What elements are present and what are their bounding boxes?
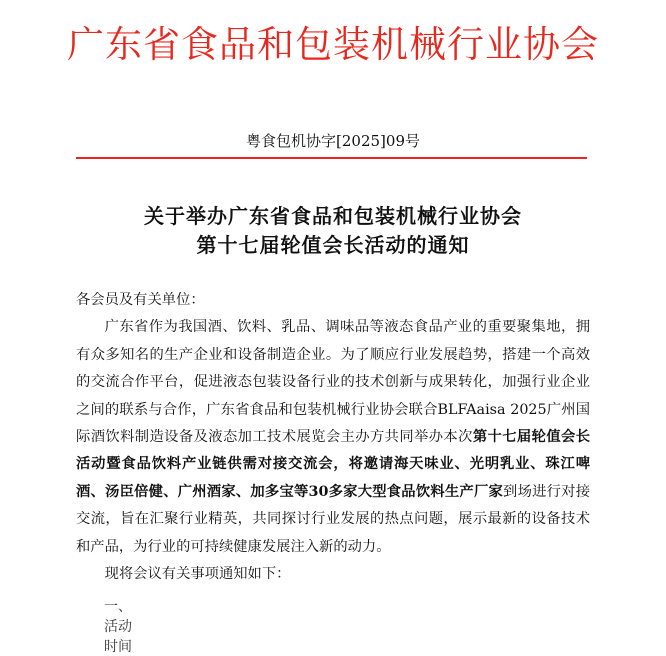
paragraph-1-tail-text: 到场进行对接交流，旨在汇聚行业精英，共同探讨行业发展的热点问题，展示最新的设备技术和产品，为行业的可持续健康发展注入新的动力。: [76, 483, 590, 555]
cut-off-section-heading: 一、活动时间: [104, 599, 132, 655]
org-letterhead-title: 广东省食品和包装机械行业协会: [67, 23, 599, 66]
notice-body: [76, 287, 590, 588]
salutation: 各会员及有关单位：: [76, 292, 205, 308]
document-number: 粤食包机协字[2025]09号: [246, 132, 420, 150]
paragraph-2: 现将会议有关事项通知如下：: [104, 566, 291, 583]
paragraph-1: [76, 314, 590, 561]
red-divider-line: [76, 157, 587, 159]
paragraph-1-bold-text: 第十七届轮值会长活动暨食品饮料产业链供需对接交流会，将邀请海天味业、光明乳业、珠江啤酒、汤臣倍健、广州酒家、加多宝等30多家大型食品饮料生产厂家: [76, 429, 591, 500]
paragraph-1-text: 广东省作为我国酒、饮料、乳品、调味品等液态食品产业的重要聚集地，拥有众多知名的生产企业和设备制造企业。为了顺应行业发展趋势，搭建一个高效的交流合作平台，促进液态包装设备行业的技术创新与成果转化，加强行业企业之间的联系与合作，广东省食品和包装机械行业协会联合BLFAaisa 2025广州国际酒饮料制造设备及液态加工技术展览会主办方共同举办本次: [76, 319, 590, 446]
notice-title-line-2: 第十七届轮值会长活动的通知: [196, 233, 470, 257]
notice-title-line-1: 关于举办广东省食品和包装机械行业协会: [144, 204, 522, 228]
